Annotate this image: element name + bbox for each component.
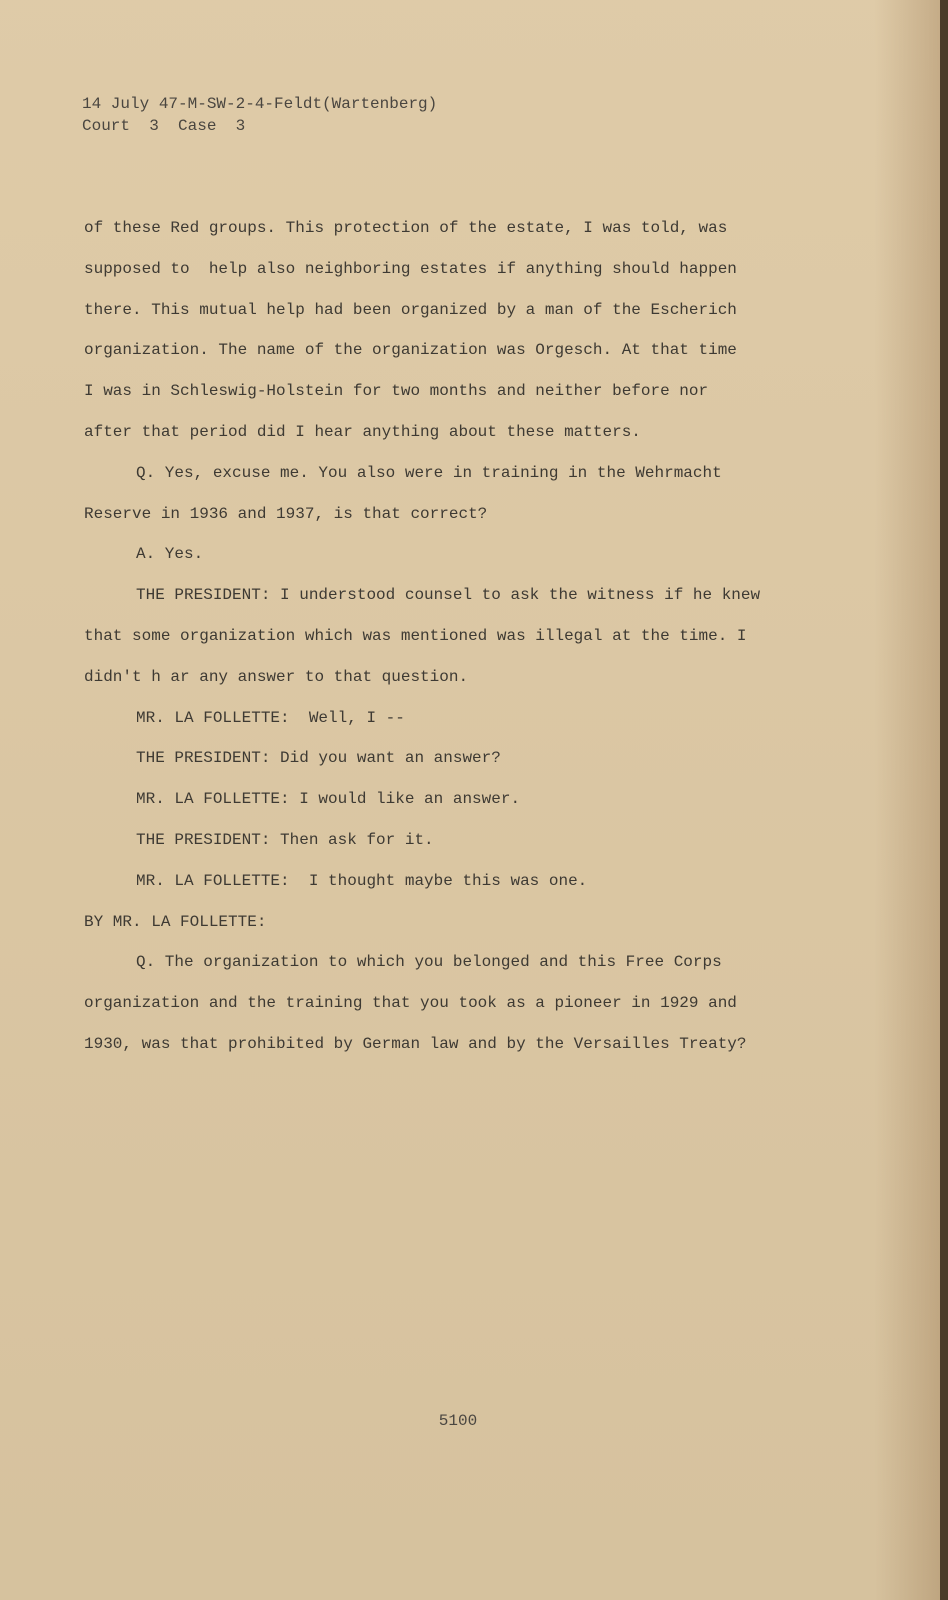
transcript-line: of these Red groups. This protection of the estate, I was told, was: [84, 219, 728, 237]
header-reference-line: 14 July 47-M-SW-2-4-Feldt(Wartenberg): [82, 95, 438, 113]
transcript-line: THE PRESIDENT: I understood counsel to ask the witness if he knew: [136, 586, 761, 605]
page-edge: [940, 0, 948, 1600]
transcript-line: MR. LA FOLLETTE: Well, I --: [136, 708, 405, 727]
transcript-line: I was in Schleswig-Holstein for two months and neither before nor: [84, 382, 709, 401]
transcript-line: organization and the training that you took as a pioneer in 1929 and: [84, 994, 737, 1013]
transcript-line: supposed to help also neighboring estates if anything should happen: [84, 259, 737, 278]
transcript-line: THE PRESIDENT: Did you want an answer?: [136, 749, 501, 768]
transcript-line: didn't h ar any answer to that question.: [84, 667, 469, 686]
transcript-line: that some organization which was mentioned was illegal at the time. I: [84, 626, 747, 645]
transcript-line: Reserve in 1936 and 1937, is that correct?: [84, 504, 488, 523]
page-footer: [0, 1412, 940, 1430]
transcript-line: THE PRESIDENT: Then ask for it.: [136, 830, 434, 849]
transcript-line: Q. Yes, excuse me. You also were in training in the Wehrmacht: [136, 463, 722, 482]
transcript-line: after that period did I hear anything about these matters.: [84, 422, 641, 441]
transcript-line: A. Yes.: [136, 545, 204, 564]
transcript-line: organization. The name of the organization was Orgesch. At that time: [84, 341, 737, 360]
transcript-line: Q. The organization to which you belonged and this Free Corps: [136, 953, 722, 972]
page-number: 5100: [438, 1412, 478, 1430]
transcript-body: [84, 208, 804, 1065]
transcript-line: 1930, was that prohibited by German law and by the Versailles Treaty?: [84, 1034, 747, 1053]
transcript-line: BY MR. LA FOLLETTE:: [84, 912, 267, 931]
header-court-line: Court 3 Case 3: [82, 117, 246, 135]
transcript-line: MR. LA FOLLETTE: I would like an answer.: [136, 790, 521, 809]
transcript-line: MR. LA FOLLETTE: I thought maybe this was one.: [136, 871, 588, 890]
transcript-line: there. This mutual help had been organized by a man of the Escherich: [84, 300, 737, 319]
document-header: [82, 93, 437, 137]
